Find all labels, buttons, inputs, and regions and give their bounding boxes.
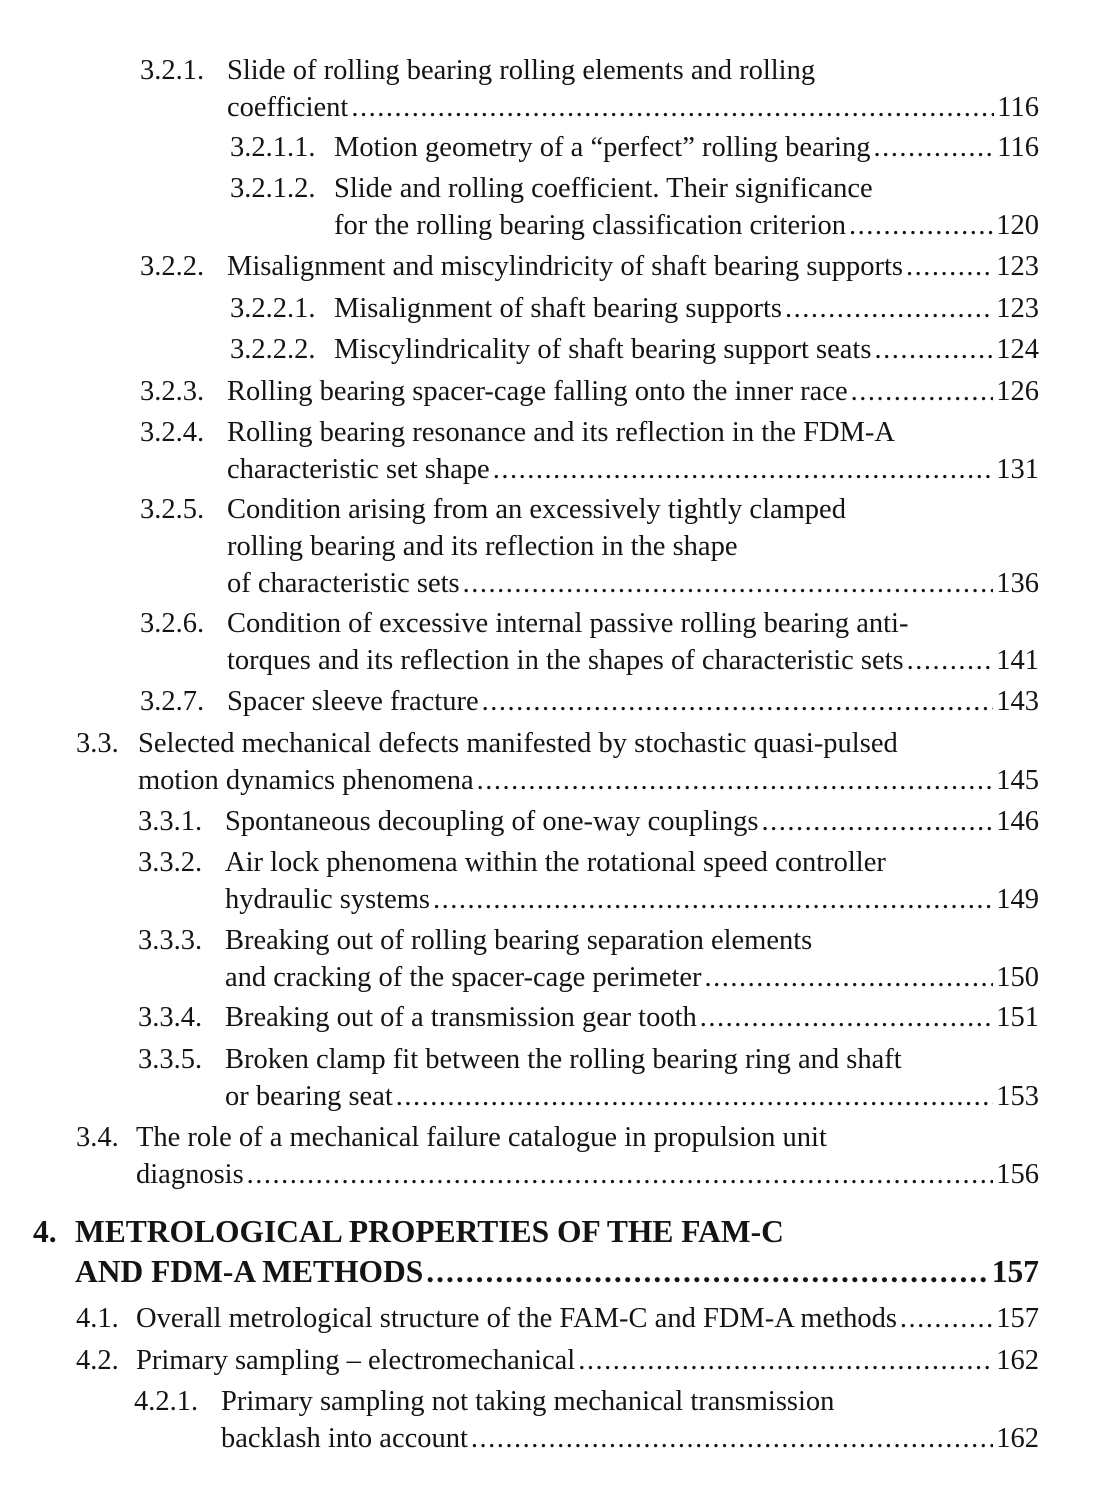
entry-number: 3.2.3.: [140, 376, 205, 407]
leader-dots: [396, 1078, 993, 1115]
entry-title-line: of characteristic sets: [227, 568, 460, 599]
toc-entry[interactable]: [140, 491, 1039, 602]
entry-number: 3.3.3.: [138, 925, 203, 956]
entry-page-number: 123: [996, 251, 1039, 282]
entry-page-number: 116: [997, 92, 1039, 123]
leader-dots: [426, 1252, 989, 1292]
entry-page-number: 157: [996, 1303, 1039, 1334]
toc-entry[interactable]: [76, 1342, 1039, 1379]
entry-number: 3.3.: [76, 728, 119, 759]
entry-number: 3.3.2.: [138, 847, 203, 878]
entry-title-line: Overall metrological structure of the FAM-C and FDM-A methods: [136, 1303, 897, 1334]
leader-dots: [906, 248, 993, 285]
toc-entry[interactable]: [230, 331, 1039, 368]
entry-page-number: 162: [996, 1423, 1039, 1454]
leader-dots: [761, 803, 993, 840]
leader-dots: [471, 1420, 993, 1457]
entry-title-line: The role of a mechanical failure catalogue in propulsion unit: [136, 1122, 827, 1153]
entry-title-line: motion dynamics phenomena: [138, 765, 474, 796]
leader-dots: [874, 331, 993, 368]
entry-title-line: torques and its reflection in the shapes of characteristic sets: [227, 645, 904, 676]
toc-chapter-entry[interactable]: [33, 1212, 1039, 1292]
entry-number: 3.2.7.: [140, 686, 205, 717]
entry-title-line: Slide of rolling bearing rolling elements and rolling: [227, 55, 816, 86]
leader-dots: [433, 881, 993, 918]
toc-entry[interactable]: [76, 1119, 1039, 1193]
leader-dots: [493, 451, 994, 488]
entry-page-number: 150: [996, 962, 1039, 993]
entry-number: 3.3.5.: [138, 1044, 203, 1075]
entry-page-number: 131: [996, 454, 1039, 485]
entry-title-line: hydraulic systems: [225, 884, 431, 915]
toc-entry[interactable]: [230, 129, 1039, 166]
toc-entry[interactable]: [76, 725, 1039, 799]
toc-entry[interactable]: [140, 605, 1039, 679]
entry-page-number: 116: [997, 132, 1039, 163]
leader-dots: [700, 999, 994, 1036]
entry-page-number: 141: [996, 645, 1039, 676]
toc-entry[interactable]: [230, 290, 1039, 327]
entry-title-line: Spacer sleeve fracture: [227, 686, 479, 717]
entry-title-line: Primary sampling – electromechanical: [136, 1345, 576, 1376]
entry-title-line: Air lock phenomena within the rotational speed controller: [225, 847, 886, 878]
toc-entry[interactable]: [138, 844, 1039, 918]
leader-dots: [247, 1156, 994, 1193]
entry-title-line: Breaking out of rolling bearing separation elements: [225, 925, 813, 956]
leader-dots: [785, 290, 993, 327]
chapter-title-line: AND FDM-A METHODS: [75, 1254, 424, 1289]
entry-page-number: 126: [996, 376, 1039, 407]
entry-title-line: Slide and rolling coefficient. Their significance: [334, 173, 873, 204]
entry-title-line: for the rolling bearing classification criterion: [334, 210, 847, 241]
entry-number: 3.2.4.: [140, 417, 205, 448]
leader-dots: [851, 373, 994, 410]
toc-entry[interactable]: [140, 414, 1039, 488]
entry-number: 3.2.1.1.: [230, 132, 316, 163]
entry-title-line: Motion geometry of a “perfect” rolling bearing: [334, 132, 871, 163]
toc-entry[interactable]: [140, 683, 1039, 720]
toc-entry[interactable]: [140, 373, 1039, 410]
entry-number: 3.4.: [76, 1122, 119, 1153]
entry-page-number: 145: [996, 765, 1039, 796]
toc-entry[interactable]: [230, 170, 1039, 244]
entry-page-number: 123: [996, 293, 1039, 324]
entry-page-number: 156: [996, 1159, 1039, 1190]
entry-title-line: Rolling bearing resonance and its reflection in the FDM-A: [227, 417, 895, 448]
entry-number: 3.2.6.: [140, 608, 205, 639]
entry-title-line: Primary sampling not taking mechanical transmission: [221, 1386, 835, 1417]
entry-number: 3.3.4.: [138, 1002, 203, 1033]
entry-page-number: 153: [996, 1081, 1039, 1112]
entry-number: 3.2.5.: [140, 494, 205, 525]
toc-entry[interactable]: [138, 803, 1039, 840]
entry-title-line: Rolling bearing spacer-cage falling onto the inner race: [227, 376, 848, 407]
entry-page-number: 151: [996, 1002, 1039, 1033]
toc-entry[interactable]: [140, 248, 1039, 285]
chapter-number: 4.: [33, 1214, 57, 1249]
leader-dots: [874, 129, 995, 166]
entry-title-line: Broken clamp fit between the rolling bearing ring and shaft: [225, 1044, 902, 1075]
entry-title-line: Misalignment of shaft bearing supports: [334, 293, 783, 324]
entry-title-line: coefficient: [227, 92, 349, 123]
entry-number: 3.2.1.2.: [230, 173, 316, 204]
toc-entry[interactable]: [138, 999, 1039, 1036]
leader-dots: [477, 762, 994, 799]
toc-entry[interactable]: [138, 1041, 1039, 1115]
entry-page-number: 146: [996, 806, 1039, 837]
entry-number: 3.2.1.: [140, 55, 205, 86]
entry-title-line: rolling bearing and its reflection in the shape: [227, 531, 738, 562]
entry-page-number: 143: [996, 686, 1039, 717]
toc-entry[interactable]: [76, 1300, 1039, 1337]
entry-title-line: and cracking of the spacer-cage perimeter: [225, 962, 702, 993]
entry-number: 3.2.2.1.: [230, 293, 316, 324]
entry-number: 4.1.: [76, 1303, 119, 1334]
entry-page-number: 162: [996, 1345, 1039, 1376]
chapter-title-line: METROLOGICAL PROPERTIES OF THE FAM-C: [75, 1214, 784, 1249]
entry-title-line: backlash into account: [221, 1423, 468, 1454]
entry-number: 4.2.1.: [134, 1386, 199, 1417]
entry-page-number: 149: [996, 884, 1039, 915]
entry-page-number: 124: [996, 334, 1039, 365]
leader-dots: [463, 565, 994, 602]
entry-number: 3.2.2.2.: [230, 334, 316, 365]
entry-title-line: Misalignment and miscylindricity of shaft bearing supports: [227, 251, 903, 282]
toc-entry[interactable]: [134, 1383, 1039, 1457]
leader-dots: [482, 683, 994, 720]
entry-number: 3.3.1.: [138, 806, 203, 837]
entry-title-line: or bearing seat: [225, 1081, 393, 1112]
entry-title-line: Spontaneous decoupling of one-way couplings: [225, 806, 759, 837]
chapter-page-number: 157: [991, 1254, 1039, 1289]
toc-entry[interactable]: [140, 52, 1039, 126]
entry-title-line: Condition arising from an excessively tightly clamped: [227, 494, 846, 525]
entry-title-line: characteristic set shape: [227, 454, 490, 485]
leader-dots: [578, 1342, 993, 1379]
leader-dots: [900, 1300, 993, 1337]
entry-page-number: 120: [996, 210, 1039, 241]
leader-dots: [351, 89, 994, 126]
leader-dots: [849, 207, 993, 244]
entry-title-line: Selected mechanical defects manifested by stochastic quasi-pulsed: [138, 728, 898, 759]
entry-number: 4.2.: [76, 1345, 119, 1376]
entry-page-number: 136: [996, 568, 1039, 599]
leader-dots: [705, 959, 994, 996]
entry-title-line: diagnosis: [136, 1159, 244, 1190]
entry-title-line: Miscylindricality of shaft bearing support seats: [334, 334, 872, 365]
entry-number: 3.2.2.: [140, 251, 205, 282]
leader-dots: [907, 642, 994, 679]
toc-entry[interactable]: [138, 922, 1039, 996]
entry-title-line: Condition of excessive internal passive rolling bearing anti-: [227, 608, 909, 639]
entry-title-line: Breaking out of a transmission gear tooth: [225, 1002, 697, 1033]
